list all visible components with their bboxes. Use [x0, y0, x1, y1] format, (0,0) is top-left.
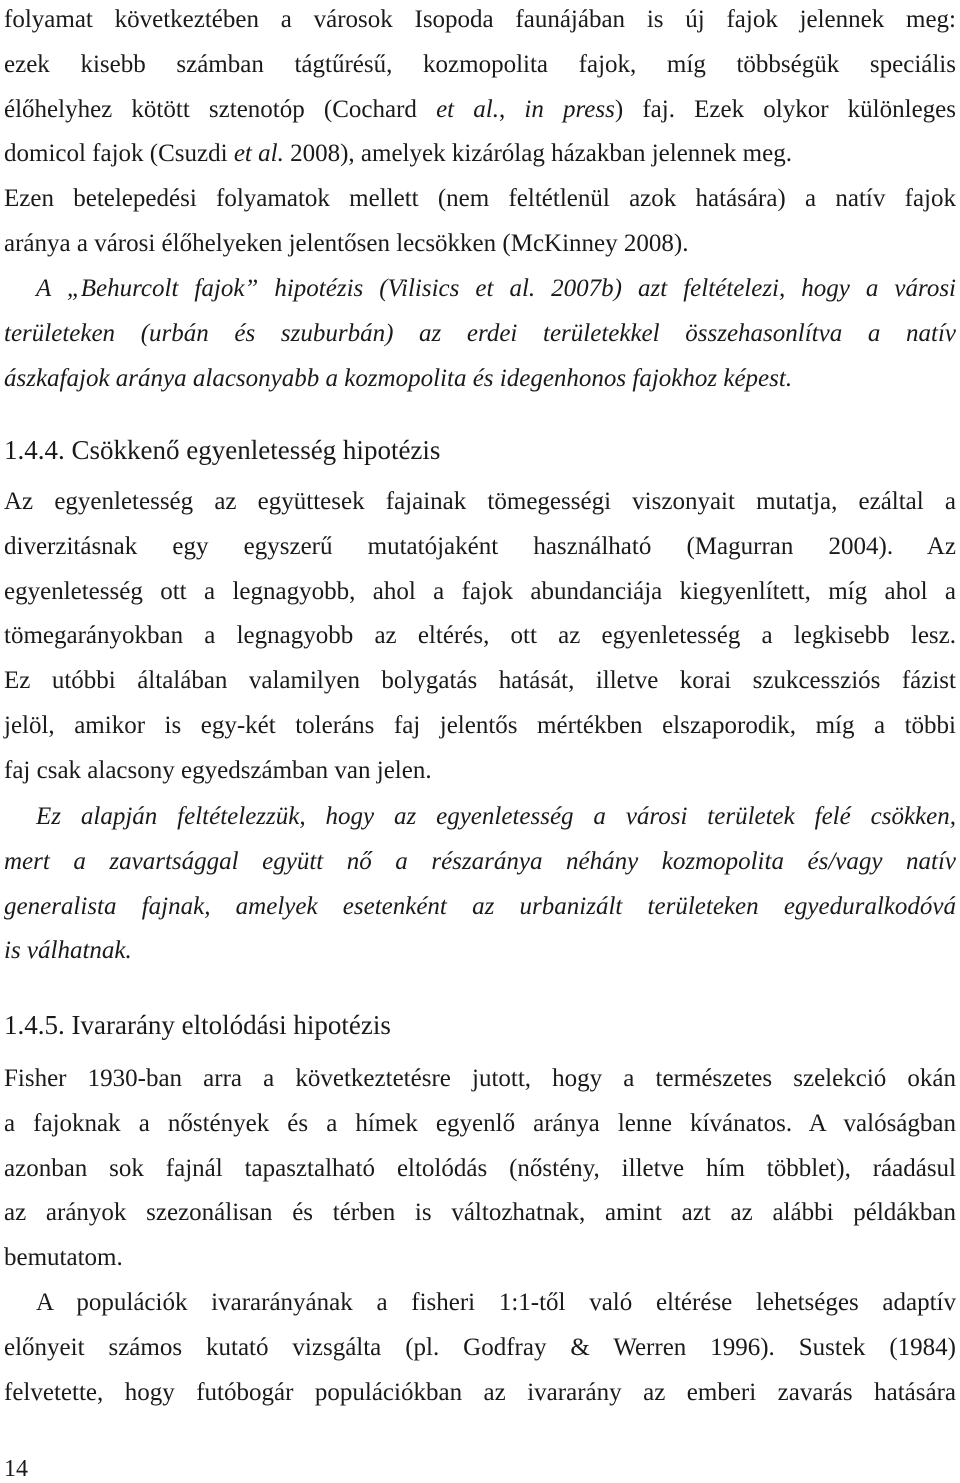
page-number: 14 [4, 1456, 28, 1482]
text-line: Ez utóbbi általában valamilyen bolygatás hatását, illetve korai szukcessziós fázist [4, 667, 956, 695]
text-line: élőhelyhez kötött sztenotóp (Cochard et al., in press) faj. Ezek olykor különleges [4, 95, 956, 123]
paragraph-continuation [4, 0, 956, 267]
text-line: felvetette, hogy futóbogár populációkban az ivararány az emberi zavarás hatására [4, 1378, 956, 1406]
text-line: domicol fajok (Csuzdi et al. 2008), amelyek kizárólag házakban jelennek meg. [4, 140, 792, 168]
text-line: ezek kisebb számban tágtűrésű, kozmopolita fajok, míg többségük speciális [4, 50, 956, 78]
text-line: aránya a városi élőhelyeken jelentősen lecsökken (McKinney 2008). [4, 229, 689, 257]
section-heading: 1.4.4. Csökkenő egyenletesség hipotézis [4, 435, 441, 465]
hypothesis-paragraph [4, 267, 956, 401]
text-line: bemutatom. [4, 1244, 123, 1272]
text-line: A „Behurcolt fajok” hipotézis (Vilisics et al. 2007b) azt feltételezi, hogy a városi [36, 275, 956, 302]
body-paragraph [4, 480, 956, 794]
text-line: egyenletesség ott a legnagyobb, ahol a fajok abundanciája kiegyenlített, míg ahol a [4, 577, 956, 605]
text-line: azonban sok fajnál tapasztalható eltolódás (nőstény, illetve hím többlet), ráadásul [4, 1154, 956, 1182]
text-line: ászkafajok aránya alacsonyabb a kozmopolita és idegenhonos fajokhoz képest. [4, 364, 793, 392]
text-line: mert a zavartsággal együtt nő a részaránya néhány kozmopolita és/vagy natív [4, 847, 956, 875]
text-line: Ez alapján feltételezzük, hogy az egyenletesség a városi területek felé csökken, [36, 803, 956, 830]
text-line: generalista fajnak, amelyek esetenként az urbanizált területeken egyeduralkodóvá [4, 892, 956, 920]
text-line: területeken (urbán és szuburbán) az erdei területekkel összehasonlítva a natív [4, 319, 956, 347]
text-line: Ezen betelepedési folyamatok mellett (nem feltétlenül azok hatására) a natív fajok [4, 185, 956, 213]
text-line: Az egyenletesség az együttesek fajainak tömegességi viszonyait mutatja, ezáltal a [4, 488, 956, 515]
text-line: előnyeit számos kutató vizsgálta (pl. Godfray & Werren 1996). Sustek (1984) [4, 1333, 956, 1361]
text-line: tömegarányokban a legnagyobb az eltérés, ott az egyenletesség a legkisebb lesz. [4, 622, 956, 650]
text-line: A populációk ivararányának a fisheri 1:1-től való eltérése lehetséges adaptív [36, 1289, 956, 1316]
section-heading: 1.4.5. Ivararány eltolódási hipotézis [4, 1010, 391, 1040]
body-paragraph [4, 1057, 956, 1281]
text-line: jelöl, amikor is egy-két toleráns faj jelentős mértékben elszaporodik, míg a többi [4, 711, 956, 739]
hypothesis-paragraph [4, 795, 956, 974]
text-line: diverzitásnak egy egyszerű mutatójaként használható (Magurran 2004). Az [4, 532, 956, 560]
text-line: faj csak alacsony egyedszámban van jelen. [4, 756, 432, 784]
body-paragraph [4, 1281, 956, 1415]
text-line: folyamat következtében a városok Isopoda faunájában is új fajok jelennek meg: [4, 6, 956, 33]
text-line: is válhatnak. [4, 937, 132, 965]
text-line: a fajoknak a nőstények és a hímek egyenlő aránya lenne kívánatos. A valóságban [4, 1109, 956, 1137]
text-line: Fisher 1930-ban arra a következtetésre jutott, hogy a természetes szelekció okán [4, 1065, 956, 1092]
text-line: az arányok szezonálisan és térben is változhatnak, amint azt az alábbi példákban [4, 1199, 956, 1227]
